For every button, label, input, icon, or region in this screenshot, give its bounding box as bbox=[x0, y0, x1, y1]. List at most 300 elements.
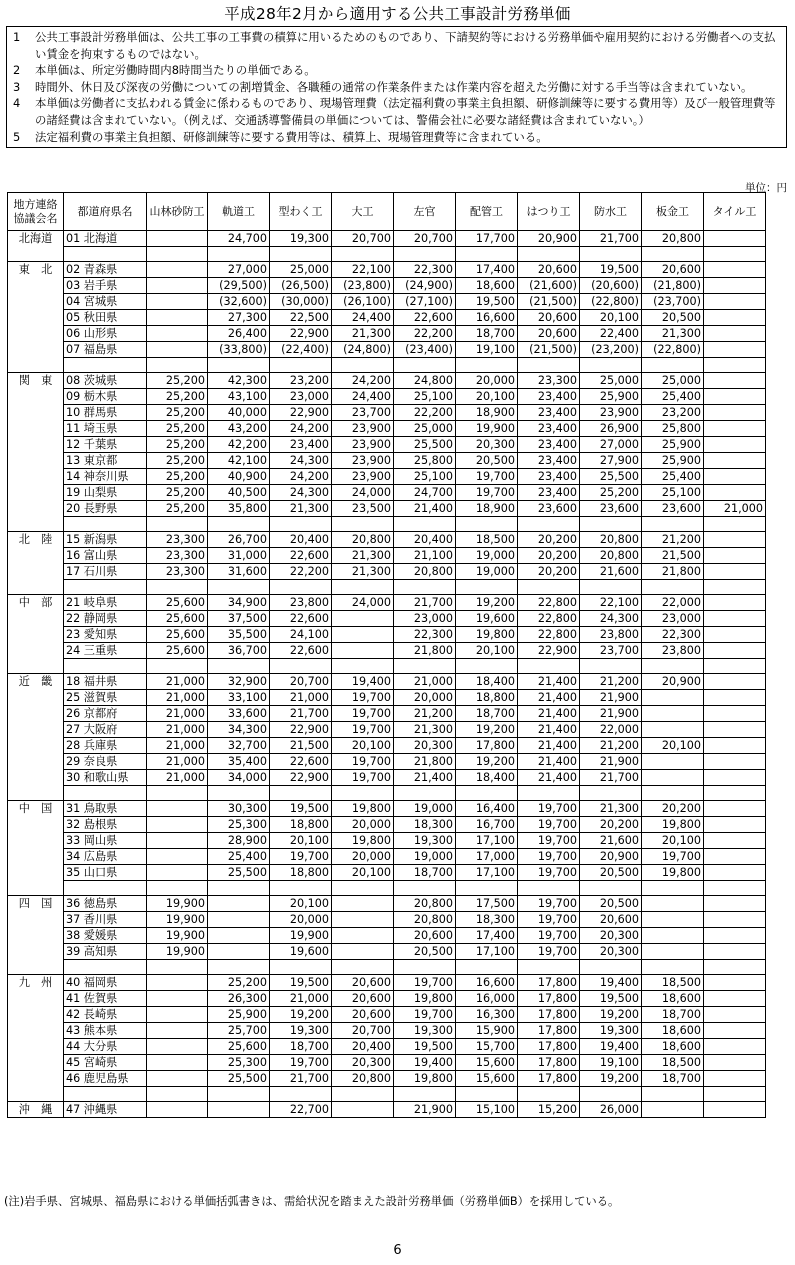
table-row bbox=[8, 548, 766, 564]
value-cell bbox=[704, 611, 766, 627]
value-cell: 20,800 bbox=[394, 896, 456, 912]
prefecture-cell: 19 山梨県 bbox=[64, 485, 147, 501]
empty-cell bbox=[580, 517, 642, 532]
value-cell: 40,000 bbox=[208, 405, 270, 421]
value-cell: 20,800 bbox=[580, 548, 642, 564]
empty-cell bbox=[456, 358, 518, 373]
value-cell: 23,300 bbox=[147, 548, 208, 564]
value-cell: 25,100 bbox=[642, 485, 704, 501]
value-cell: 23,000 bbox=[270, 389, 332, 405]
table-row bbox=[8, 928, 766, 944]
empty-cell bbox=[580, 786, 642, 801]
value-cell bbox=[208, 944, 270, 960]
value-cell: 20,600 bbox=[394, 928, 456, 944]
table-row bbox=[8, 912, 766, 928]
value-cell: 20,400 bbox=[332, 1039, 394, 1055]
empty-cell bbox=[332, 881, 394, 896]
prefecture-cell: 01 北海道 bbox=[64, 231, 147, 247]
value-cell: 19,800 bbox=[332, 833, 394, 849]
spacer-row bbox=[8, 659, 766, 674]
value-cell: 23,400 bbox=[518, 421, 580, 437]
value-cell bbox=[332, 912, 394, 928]
note-text: 時間外、休日及び深夜の労働についての割増賃金、各職種の通常の作業条件または作業内容を超えた労働に対する手当等は含まれていない。 bbox=[35, 79, 753, 94]
empty-cell bbox=[147, 881, 208, 896]
value-cell: 23,500 bbox=[332, 501, 394, 517]
empty-cell bbox=[456, 786, 518, 801]
value-cell: 15,900 bbox=[456, 1023, 518, 1039]
value-cell: 20,400 bbox=[270, 532, 332, 548]
value-cell: 34,900 bbox=[208, 595, 270, 611]
value-cell: 18,600 bbox=[642, 1039, 704, 1055]
value-cell: 25,500 bbox=[208, 1071, 270, 1087]
value-cell: 26,900 bbox=[580, 421, 642, 437]
value-cell: 21,700 bbox=[270, 1071, 332, 1087]
value-cell bbox=[704, 294, 766, 310]
value-cell: (21,500) bbox=[518, 294, 580, 310]
value-cell: 23,300 bbox=[147, 564, 208, 580]
value-cell bbox=[704, 944, 766, 960]
value-cell: 19,900 bbox=[270, 928, 332, 944]
value-cell: 22,600 bbox=[270, 548, 332, 564]
column-header: 配管工 bbox=[456, 193, 518, 231]
value-cell: 33,100 bbox=[208, 690, 270, 706]
value-cell: (27,100) bbox=[394, 294, 456, 310]
value-cell bbox=[147, 342, 208, 358]
value-cell bbox=[147, 801, 208, 817]
value-cell: 17,800 bbox=[518, 1007, 580, 1023]
note-item bbox=[13, 95, 782, 128]
value-cell: 22,200 bbox=[394, 326, 456, 342]
empty-cell bbox=[147, 1087, 208, 1102]
value-cell bbox=[147, 865, 208, 881]
value-cell: 26,000 bbox=[580, 1102, 642, 1118]
value-cell: 23,900 bbox=[332, 469, 394, 485]
empty-cell bbox=[270, 1087, 332, 1102]
value-cell: 23,300 bbox=[147, 532, 208, 548]
value-cell: 27,000 bbox=[208, 262, 270, 278]
prefecture-cell: 02 青森県 bbox=[64, 262, 147, 278]
empty-cell bbox=[580, 580, 642, 595]
value-cell bbox=[147, 817, 208, 833]
empty-cell bbox=[456, 247, 518, 262]
value-cell bbox=[147, 231, 208, 247]
value-cell: 20,000 bbox=[394, 690, 456, 706]
value-cell: 18,600 bbox=[456, 278, 518, 294]
value-cell: 23,200 bbox=[642, 405, 704, 421]
note-number: 5 bbox=[13, 129, 21, 144]
value-cell: (22,400) bbox=[270, 342, 332, 358]
note-item bbox=[13, 29, 782, 62]
value-cell: 19,800 bbox=[642, 817, 704, 833]
prefecture-cell: 33 岡山県 bbox=[64, 833, 147, 849]
region-cell: 中 部 bbox=[8, 595, 64, 674]
value-cell bbox=[642, 1102, 704, 1118]
value-cell: 25,200 bbox=[147, 501, 208, 517]
value-cell: 20,200 bbox=[518, 564, 580, 580]
value-cell: 20,800 bbox=[332, 1071, 394, 1087]
value-cell bbox=[704, 1039, 766, 1055]
value-cell: 22,600 bbox=[270, 754, 332, 770]
value-cell: 25,400 bbox=[208, 849, 270, 865]
value-cell: 17,800 bbox=[518, 991, 580, 1007]
empty-cell bbox=[518, 659, 580, 674]
empty-cell bbox=[642, 786, 704, 801]
value-cell: 21,300 bbox=[332, 564, 394, 580]
value-cell: 21,000 bbox=[147, 706, 208, 722]
value-cell: 18,400 bbox=[456, 770, 518, 786]
table-row bbox=[8, 564, 766, 580]
value-cell: 20,300 bbox=[332, 1055, 394, 1071]
table-row bbox=[8, 421, 766, 437]
prefecture-cell: 39 高知県 bbox=[64, 944, 147, 960]
region-cell: 中 国 bbox=[8, 801, 64, 896]
prefecture-cell: 06 山形県 bbox=[64, 326, 147, 342]
empty-cell bbox=[518, 580, 580, 595]
prefecture-cell: 31 鳥取県 bbox=[64, 801, 147, 817]
spacer-row bbox=[8, 960, 766, 975]
prefecture-cell: 42 長崎県 bbox=[64, 1007, 147, 1023]
value-cell: 19,600 bbox=[270, 944, 332, 960]
table-row bbox=[8, 801, 766, 817]
table-row bbox=[8, 373, 766, 389]
empty-cell bbox=[270, 517, 332, 532]
region-cell: 北海道 bbox=[8, 231, 64, 262]
value-cell: 19,500 bbox=[580, 991, 642, 1007]
value-cell bbox=[704, 865, 766, 881]
empty-cell bbox=[642, 1087, 704, 1102]
value-cell: 21,500 bbox=[642, 548, 704, 564]
value-cell: 19,000 bbox=[394, 849, 456, 865]
value-cell: 20,100 bbox=[332, 738, 394, 754]
empty-cell bbox=[208, 960, 270, 975]
value-cell: 21,300 bbox=[270, 501, 332, 517]
value-cell: 21,000 bbox=[270, 690, 332, 706]
empty-cell bbox=[64, 1087, 147, 1102]
prefecture-cell: 40 福岡県 bbox=[64, 975, 147, 991]
column-header: 防水工 bbox=[580, 193, 642, 231]
value-cell: 42,300 bbox=[208, 373, 270, 389]
value-cell: 19,800 bbox=[332, 801, 394, 817]
value-cell: 25,500 bbox=[580, 469, 642, 485]
value-cell bbox=[704, 690, 766, 706]
value-cell: 23,600 bbox=[518, 501, 580, 517]
value-cell: 21,400 bbox=[518, 706, 580, 722]
value-cell: 25,200 bbox=[147, 421, 208, 437]
value-cell: 31,600 bbox=[208, 564, 270, 580]
table-row bbox=[8, 738, 766, 754]
value-cell: 23,400 bbox=[518, 469, 580, 485]
value-cell bbox=[147, 1055, 208, 1071]
unit-label: 単位：円 bbox=[745, 182, 787, 194]
value-cell: 23,800 bbox=[642, 643, 704, 659]
value-cell: 22,100 bbox=[580, 595, 642, 611]
value-cell: 19,900 bbox=[147, 912, 208, 928]
value-cell bbox=[642, 754, 704, 770]
note-text: 本単価は労働者に支払われる賃金に係わるものであり、現場管理費（法定福利費の事業主負担額、研修訓練等に要する費用等）及び一般管理費等の諸経費は含まれていない。（例えば、交通誘導警備員の単価については、警備会社に必要な諸経費は含まれていない。） bbox=[35, 96, 776, 127]
empty-cell bbox=[147, 247, 208, 262]
value-cell: 19,700 bbox=[332, 690, 394, 706]
prefecture-cell: 08 茨城県 bbox=[64, 373, 147, 389]
value-cell: 19,700 bbox=[518, 944, 580, 960]
empty-cell bbox=[518, 786, 580, 801]
value-cell: 15,700 bbox=[456, 1039, 518, 1055]
value-cell: 21,400 bbox=[394, 770, 456, 786]
value-cell: 20,100 bbox=[270, 833, 332, 849]
value-cell: 22,600 bbox=[270, 643, 332, 659]
value-cell bbox=[704, 405, 766, 421]
page-number: 6 bbox=[393, 1243, 402, 1258]
value-cell: 20,300 bbox=[456, 437, 518, 453]
value-cell: 17,000 bbox=[456, 849, 518, 865]
prefecture-cell: 07 福島県 bbox=[64, 342, 147, 358]
value-cell: (24,800) bbox=[332, 342, 394, 358]
value-cell: 27,300 bbox=[208, 310, 270, 326]
value-cell: 21,300 bbox=[394, 722, 456, 738]
table-header-row bbox=[8, 193, 766, 231]
value-cell: 21,900 bbox=[394, 1102, 456, 1118]
value-cell: (23,200) bbox=[580, 342, 642, 358]
empty-cell bbox=[332, 960, 394, 975]
value-cell: 35,500 bbox=[208, 627, 270, 643]
value-cell: 20,800 bbox=[394, 912, 456, 928]
prefecture-cell: 23 愛知県 bbox=[64, 627, 147, 643]
value-cell: 21,700 bbox=[394, 595, 456, 611]
value-cell: 19,700 bbox=[394, 1007, 456, 1023]
prefecture-cell: 24 三重県 bbox=[64, 643, 147, 659]
table-row bbox=[8, 294, 766, 310]
value-cell: 18,700 bbox=[456, 706, 518, 722]
value-cell: 21,000 bbox=[147, 738, 208, 754]
spacer-row bbox=[8, 517, 766, 532]
table-row bbox=[8, 469, 766, 485]
value-cell: 17,500 bbox=[456, 896, 518, 912]
value-cell bbox=[704, 643, 766, 659]
value-cell: 23,400 bbox=[518, 405, 580, 421]
value-cell: 18,300 bbox=[456, 912, 518, 928]
value-cell: 19,700 bbox=[332, 706, 394, 722]
value-cell: 25,200 bbox=[208, 975, 270, 991]
note-number: 4 bbox=[13, 96, 21, 111]
value-cell bbox=[147, 262, 208, 278]
value-cell: 21,000 bbox=[147, 722, 208, 738]
prefecture-cell: 14 神奈川県 bbox=[64, 469, 147, 485]
value-cell: 18,800 bbox=[456, 690, 518, 706]
value-cell: 21,300 bbox=[580, 801, 642, 817]
value-cell bbox=[704, 833, 766, 849]
value-cell: 25,200 bbox=[147, 453, 208, 469]
footnote: (注)岩手県、宮城県、福島県における単価括弧書きは、需給状況を踏まえた設計労務単価（労務単価B）を採用している。 bbox=[4, 1195, 620, 1208]
value-cell: 25,000 bbox=[270, 262, 332, 278]
value-cell: 21,300 bbox=[332, 326, 394, 342]
prefecture-cell: 37 香川県 bbox=[64, 912, 147, 928]
note-text: 法定福利費の事業主負担額、研修訓練等に要する費用等は、積算上、現場管理費等に含まれている。 bbox=[35, 129, 548, 144]
value-cell bbox=[642, 928, 704, 944]
value-cell bbox=[147, 310, 208, 326]
value-cell: 20,500 bbox=[642, 310, 704, 326]
region-cell: 九 州 bbox=[8, 975, 64, 1102]
value-cell: 25,600 bbox=[208, 1039, 270, 1055]
empty-cell bbox=[704, 659, 766, 674]
value-cell: 42,200 bbox=[208, 437, 270, 453]
value-cell: 20,700 bbox=[332, 231, 394, 247]
prefecture-cell: 35 山口県 bbox=[64, 865, 147, 881]
empty-cell bbox=[642, 247, 704, 262]
value-cell: 18,700 bbox=[270, 1039, 332, 1055]
value-cell bbox=[704, 310, 766, 326]
value-cell: 26,300 bbox=[208, 991, 270, 1007]
empty-cell bbox=[580, 1087, 642, 1102]
empty-cell bbox=[147, 960, 208, 975]
value-cell: 18,700 bbox=[642, 1071, 704, 1087]
empty-cell bbox=[518, 881, 580, 896]
prefecture-cell: 09 栃木県 bbox=[64, 389, 147, 405]
table-row bbox=[8, 754, 766, 770]
value-cell: 40,500 bbox=[208, 485, 270, 501]
value-cell: 20,300 bbox=[580, 944, 642, 960]
value-cell: 23,900 bbox=[332, 421, 394, 437]
table-row bbox=[8, 595, 766, 611]
empty-cell bbox=[270, 881, 332, 896]
value-cell: 20,500 bbox=[580, 865, 642, 881]
value-cell: 23,400 bbox=[518, 485, 580, 501]
value-cell: 22,400 bbox=[580, 326, 642, 342]
value-cell bbox=[704, 548, 766, 564]
table-row bbox=[8, 833, 766, 849]
region-cell: 関 東 bbox=[8, 373, 64, 532]
value-cell: 20,200 bbox=[580, 817, 642, 833]
table-row bbox=[8, 690, 766, 706]
value-cell: 19,200 bbox=[456, 754, 518, 770]
value-cell: 19,500 bbox=[270, 975, 332, 991]
value-cell bbox=[147, 849, 208, 865]
value-cell: 17,100 bbox=[456, 833, 518, 849]
value-cell bbox=[704, 706, 766, 722]
value-cell: 19,500 bbox=[580, 262, 642, 278]
table-row bbox=[8, 310, 766, 326]
value-cell: 21,700 bbox=[580, 770, 642, 786]
region-cell: 沖 縄 bbox=[8, 1102, 64, 1118]
value-cell: 18,600 bbox=[642, 1023, 704, 1039]
empty-cell bbox=[270, 960, 332, 975]
value-cell bbox=[147, 294, 208, 310]
value-cell: 20,100 bbox=[580, 310, 642, 326]
empty-cell bbox=[456, 517, 518, 532]
region-cell: 近 畿 bbox=[8, 674, 64, 801]
note-number: 1 bbox=[13, 30, 21, 44]
table-row bbox=[8, 643, 766, 659]
value-cell: 24,300 bbox=[270, 485, 332, 501]
value-cell: 20,600 bbox=[332, 975, 394, 991]
value-cell: 24,200 bbox=[332, 373, 394, 389]
value-cell: 20,100 bbox=[456, 643, 518, 659]
value-cell: 25,500 bbox=[208, 865, 270, 881]
value-cell: 24,300 bbox=[580, 611, 642, 627]
empty-cell bbox=[64, 786, 147, 801]
value-cell: 18,500 bbox=[456, 532, 518, 548]
empty-cell bbox=[518, 517, 580, 532]
empty-cell bbox=[704, 960, 766, 975]
value-cell: 21,700 bbox=[270, 706, 332, 722]
value-cell: 21,600 bbox=[580, 564, 642, 580]
empty-cell bbox=[208, 1087, 270, 1102]
value-cell: 18,900 bbox=[456, 501, 518, 517]
value-cell bbox=[704, 770, 766, 786]
value-cell: 22,300 bbox=[394, 627, 456, 643]
value-cell: 20,900 bbox=[580, 849, 642, 865]
value-cell: 21,000 bbox=[704, 501, 766, 517]
value-cell: 22,100 bbox=[332, 262, 394, 278]
value-cell: 25,100 bbox=[394, 469, 456, 485]
value-cell: 20,700 bbox=[332, 1023, 394, 1039]
value-cell: 25,400 bbox=[642, 389, 704, 405]
value-cell: (32,600) bbox=[208, 294, 270, 310]
value-cell: (22,800) bbox=[580, 294, 642, 310]
value-cell bbox=[704, 975, 766, 991]
empty-cell bbox=[704, 580, 766, 595]
value-cell: 25,800 bbox=[394, 453, 456, 469]
value-cell: 22,200 bbox=[394, 405, 456, 421]
value-cell: 17,800 bbox=[518, 1055, 580, 1071]
value-cell: 21,800 bbox=[394, 643, 456, 659]
value-cell: 20,100 bbox=[270, 896, 332, 912]
value-cell: 19,400 bbox=[580, 975, 642, 991]
value-cell: 19,900 bbox=[147, 944, 208, 960]
empty-cell bbox=[208, 786, 270, 801]
value-cell: 20,100 bbox=[456, 389, 518, 405]
prefecture-cell: 38 愛媛県 bbox=[64, 928, 147, 944]
value-cell: 21,200 bbox=[642, 532, 704, 548]
value-cell bbox=[147, 991, 208, 1007]
column-header: 都道府県名 bbox=[64, 193, 147, 231]
value-cell: 19,300 bbox=[394, 833, 456, 849]
value-cell: 17,800 bbox=[518, 1071, 580, 1087]
prefecture-cell: 05 秋田県 bbox=[64, 310, 147, 326]
page-title: 平成28年2月から適用する公共工事設計労務単価 bbox=[224, 5, 571, 23]
value-cell bbox=[147, 833, 208, 849]
value-cell: 17,400 bbox=[456, 262, 518, 278]
empty-cell bbox=[64, 881, 147, 896]
note-text: 本単価は、所定労働時間内8時間当たりの単価である。 bbox=[35, 63, 316, 78]
value-cell: 19,300 bbox=[394, 1023, 456, 1039]
value-cell bbox=[332, 1102, 394, 1118]
value-cell: 20,600 bbox=[642, 262, 704, 278]
value-cell: 25,200 bbox=[580, 485, 642, 501]
value-cell: 19,700 bbox=[394, 975, 456, 991]
value-cell: 25,700 bbox=[208, 1023, 270, 1039]
value-cell bbox=[704, 912, 766, 928]
column-header: 左官 bbox=[394, 193, 456, 231]
value-cell: 18,800 bbox=[270, 865, 332, 881]
value-cell: 22,700 bbox=[270, 1102, 332, 1118]
empty-cell bbox=[64, 960, 147, 975]
value-cell: 23,800 bbox=[580, 627, 642, 643]
value-cell bbox=[704, 674, 766, 690]
value-cell: 25,200 bbox=[147, 437, 208, 453]
value-cell: 20,200 bbox=[518, 548, 580, 564]
value-cell: 19,200 bbox=[456, 722, 518, 738]
value-cell: 23,700 bbox=[580, 643, 642, 659]
value-cell: 19,800 bbox=[394, 1071, 456, 1087]
value-cell: 23,000 bbox=[394, 611, 456, 627]
empty-cell bbox=[64, 358, 147, 373]
value-cell: 19,400 bbox=[394, 1055, 456, 1071]
value-cell bbox=[208, 928, 270, 944]
value-cell: 22,800 bbox=[518, 611, 580, 627]
prefecture-cell: 13 東京都 bbox=[64, 453, 147, 469]
value-cell: 25,900 bbox=[642, 437, 704, 453]
empty-cell bbox=[147, 659, 208, 674]
value-cell: (21,500) bbox=[518, 342, 580, 358]
